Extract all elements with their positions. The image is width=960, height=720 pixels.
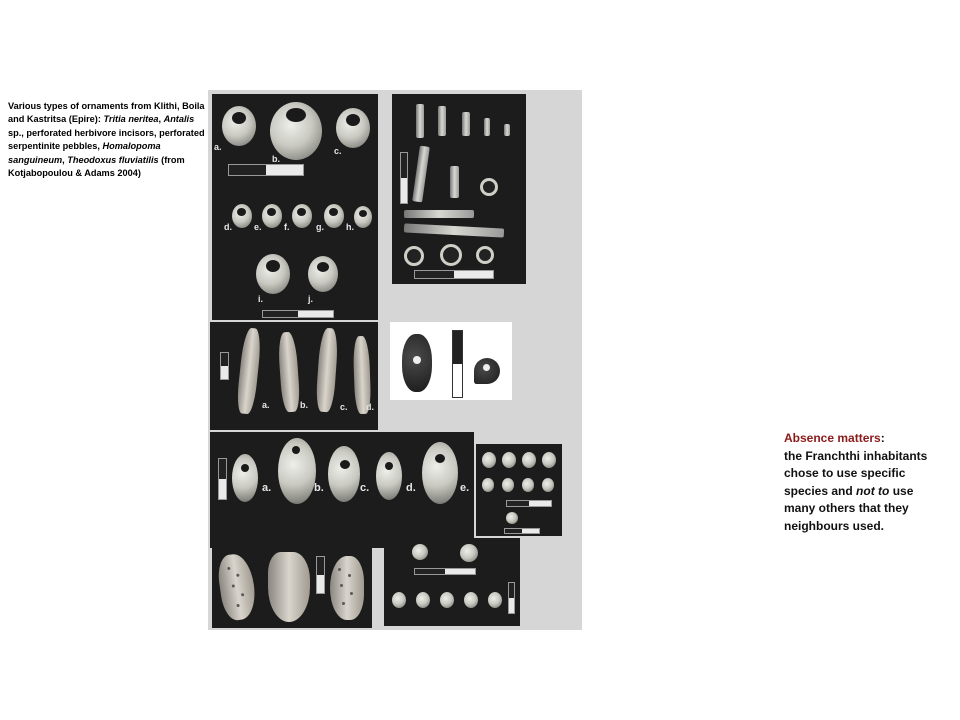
perforation [317,262,329,272]
perforation [266,260,280,272]
shell-image [502,478,514,492]
photo-label: j. [308,294,314,304]
perforation [413,356,421,364]
scale-bar [452,330,463,398]
tube-bead [404,210,474,218]
shell-image [262,204,282,228]
perforation [241,464,249,472]
scale-bar [504,528,540,534]
photo-label: c. [334,146,342,156]
scale-bar [414,270,494,279]
shell-image [232,204,252,228]
shell-image [460,544,478,562]
caption-species: Antalis [163,114,195,125]
shell-image [270,102,322,160]
shell-image [232,454,258,502]
perforation [340,584,343,587]
panel-herbivore-incisors [210,322,378,430]
absence-matters-note [784,430,944,535]
scale-bar [400,152,408,204]
photo-label: b. [272,154,280,164]
perforation [348,574,351,577]
perforation [385,462,393,470]
perforation [227,567,230,570]
scale-bar [414,568,476,575]
tube-bead [438,106,446,136]
photo-label: a. [214,142,222,152]
shell-image [522,452,536,468]
caption-species: Homalopoma sanguineum [8,141,161,165]
perforation [297,208,306,216]
caption-text: , [158,114,164,125]
scale-bar [228,164,304,176]
shell-image [482,478,494,492]
tube-bead [450,166,459,198]
scale-bar [316,556,325,594]
caption-text: , [62,154,68,165]
shell-image [392,592,406,608]
caption-text: (from Kotjabopoulou & Adams 2004) [8,154,185,179]
shell-image [440,592,454,608]
tube-bead [484,118,490,136]
photo-label: g. [316,222,324,232]
scale-bar [220,352,229,380]
shell-image [506,512,518,524]
photo-label: e. [460,482,470,494]
ornament-image [268,552,310,622]
ring-bead [476,246,494,264]
note-text: the Franchthi inhabitants chose to use specific species and [784,448,928,498]
shell-image [542,452,556,468]
perforation [340,460,350,469]
pebble-image [402,334,432,392]
panel-homalopoma-shells [210,432,474,548]
shell-image [222,106,256,146]
perforation [232,584,235,587]
perforation [286,108,306,122]
ornament-image [330,556,364,620]
perforation [338,568,341,571]
shell-image [328,446,360,502]
shell-image [354,206,372,228]
perforation [236,604,239,607]
note-emphasis: not to [856,483,890,498]
pebble-image [474,358,500,384]
note-text: use many others that they neighbours used. [784,483,914,533]
panel-small-shells [476,444,562,536]
photo-label: c. [340,402,348,412]
shell-image [324,204,344,228]
photo-label: d. [224,222,232,232]
ring-bead [440,244,462,266]
scale-bar [262,310,334,318]
perforation [483,364,490,371]
caption-species: Theodoxus fluviatilis [67,154,159,165]
photo-label: b. [300,400,308,410]
scale-bar [506,500,552,507]
perforation [342,602,345,605]
scale-bar [508,582,515,614]
panel-theodoxus-shells [384,538,520,626]
photo-label: e. [254,222,262,232]
shell-image [412,544,428,560]
ring-bead [404,246,424,266]
photo-label: f. [284,222,290,232]
perforation [237,208,246,216]
photo-label: i. [258,294,264,304]
shell-image [256,254,290,294]
ornament-photo-plate [208,90,582,630]
tube-bead [504,124,510,136]
photo-label: b. [314,482,324,494]
tube-bead [404,223,504,237]
shell-image [488,592,502,608]
perforation [236,574,239,577]
perforation [241,593,244,596]
incisor-image [277,331,301,412]
perforation [346,114,360,126]
panel-serpentinite-pebbles [390,322,512,400]
scale-bar [218,458,227,500]
photo-label: d. [406,482,416,494]
perforation [292,446,300,454]
perforation [329,208,338,216]
perforation [359,210,367,217]
photo-label: d. [366,402,374,412]
panel-tritia-shells [212,94,378,320]
shell-image [278,438,316,504]
perforation [435,454,445,463]
shell-image [292,204,312,228]
caption-species: Tritia neritea [103,114,159,125]
shell-image [416,592,430,608]
shell-image [482,452,496,468]
shell-image [308,256,338,292]
shell-image [464,592,478,608]
perforation [232,112,246,124]
tube-bead [412,146,430,203]
shell-image [542,478,554,492]
perforation [350,592,353,595]
incisor-image [236,327,263,414]
panel-antalis-beads [392,94,526,284]
photo-label: a. [262,482,272,494]
shell-image [522,478,534,492]
figure-caption [8,100,208,180]
note-colon: : [880,431,885,445]
tube-bead [462,112,470,136]
caption-text: sp., perforated herbivore incisors, perforated serpentinite pebbles, [8,127,205,152]
photo-label: c. [360,482,370,494]
ornament-image [216,552,259,622]
photo-label: a. [262,400,270,410]
caption-text: Various types of ornaments from Klithi, Boila and Kastritsa (Epire): [8,101,205,125]
shell-image [502,452,516,468]
photo-label: h. [346,222,354,232]
ring-bead [480,178,498,196]
tube-bead [416,104,424,138]
panel-perforated-ornaments [212,548,372,628]
note-heading: Absence matters [784,431,881,445]
incisor-image [315,327,339,412]
perforation [267,208,276,216]
shell-image [336,108,370,148]
shell-image [376,452,402,500]
shell-image [422,442,458,504]
